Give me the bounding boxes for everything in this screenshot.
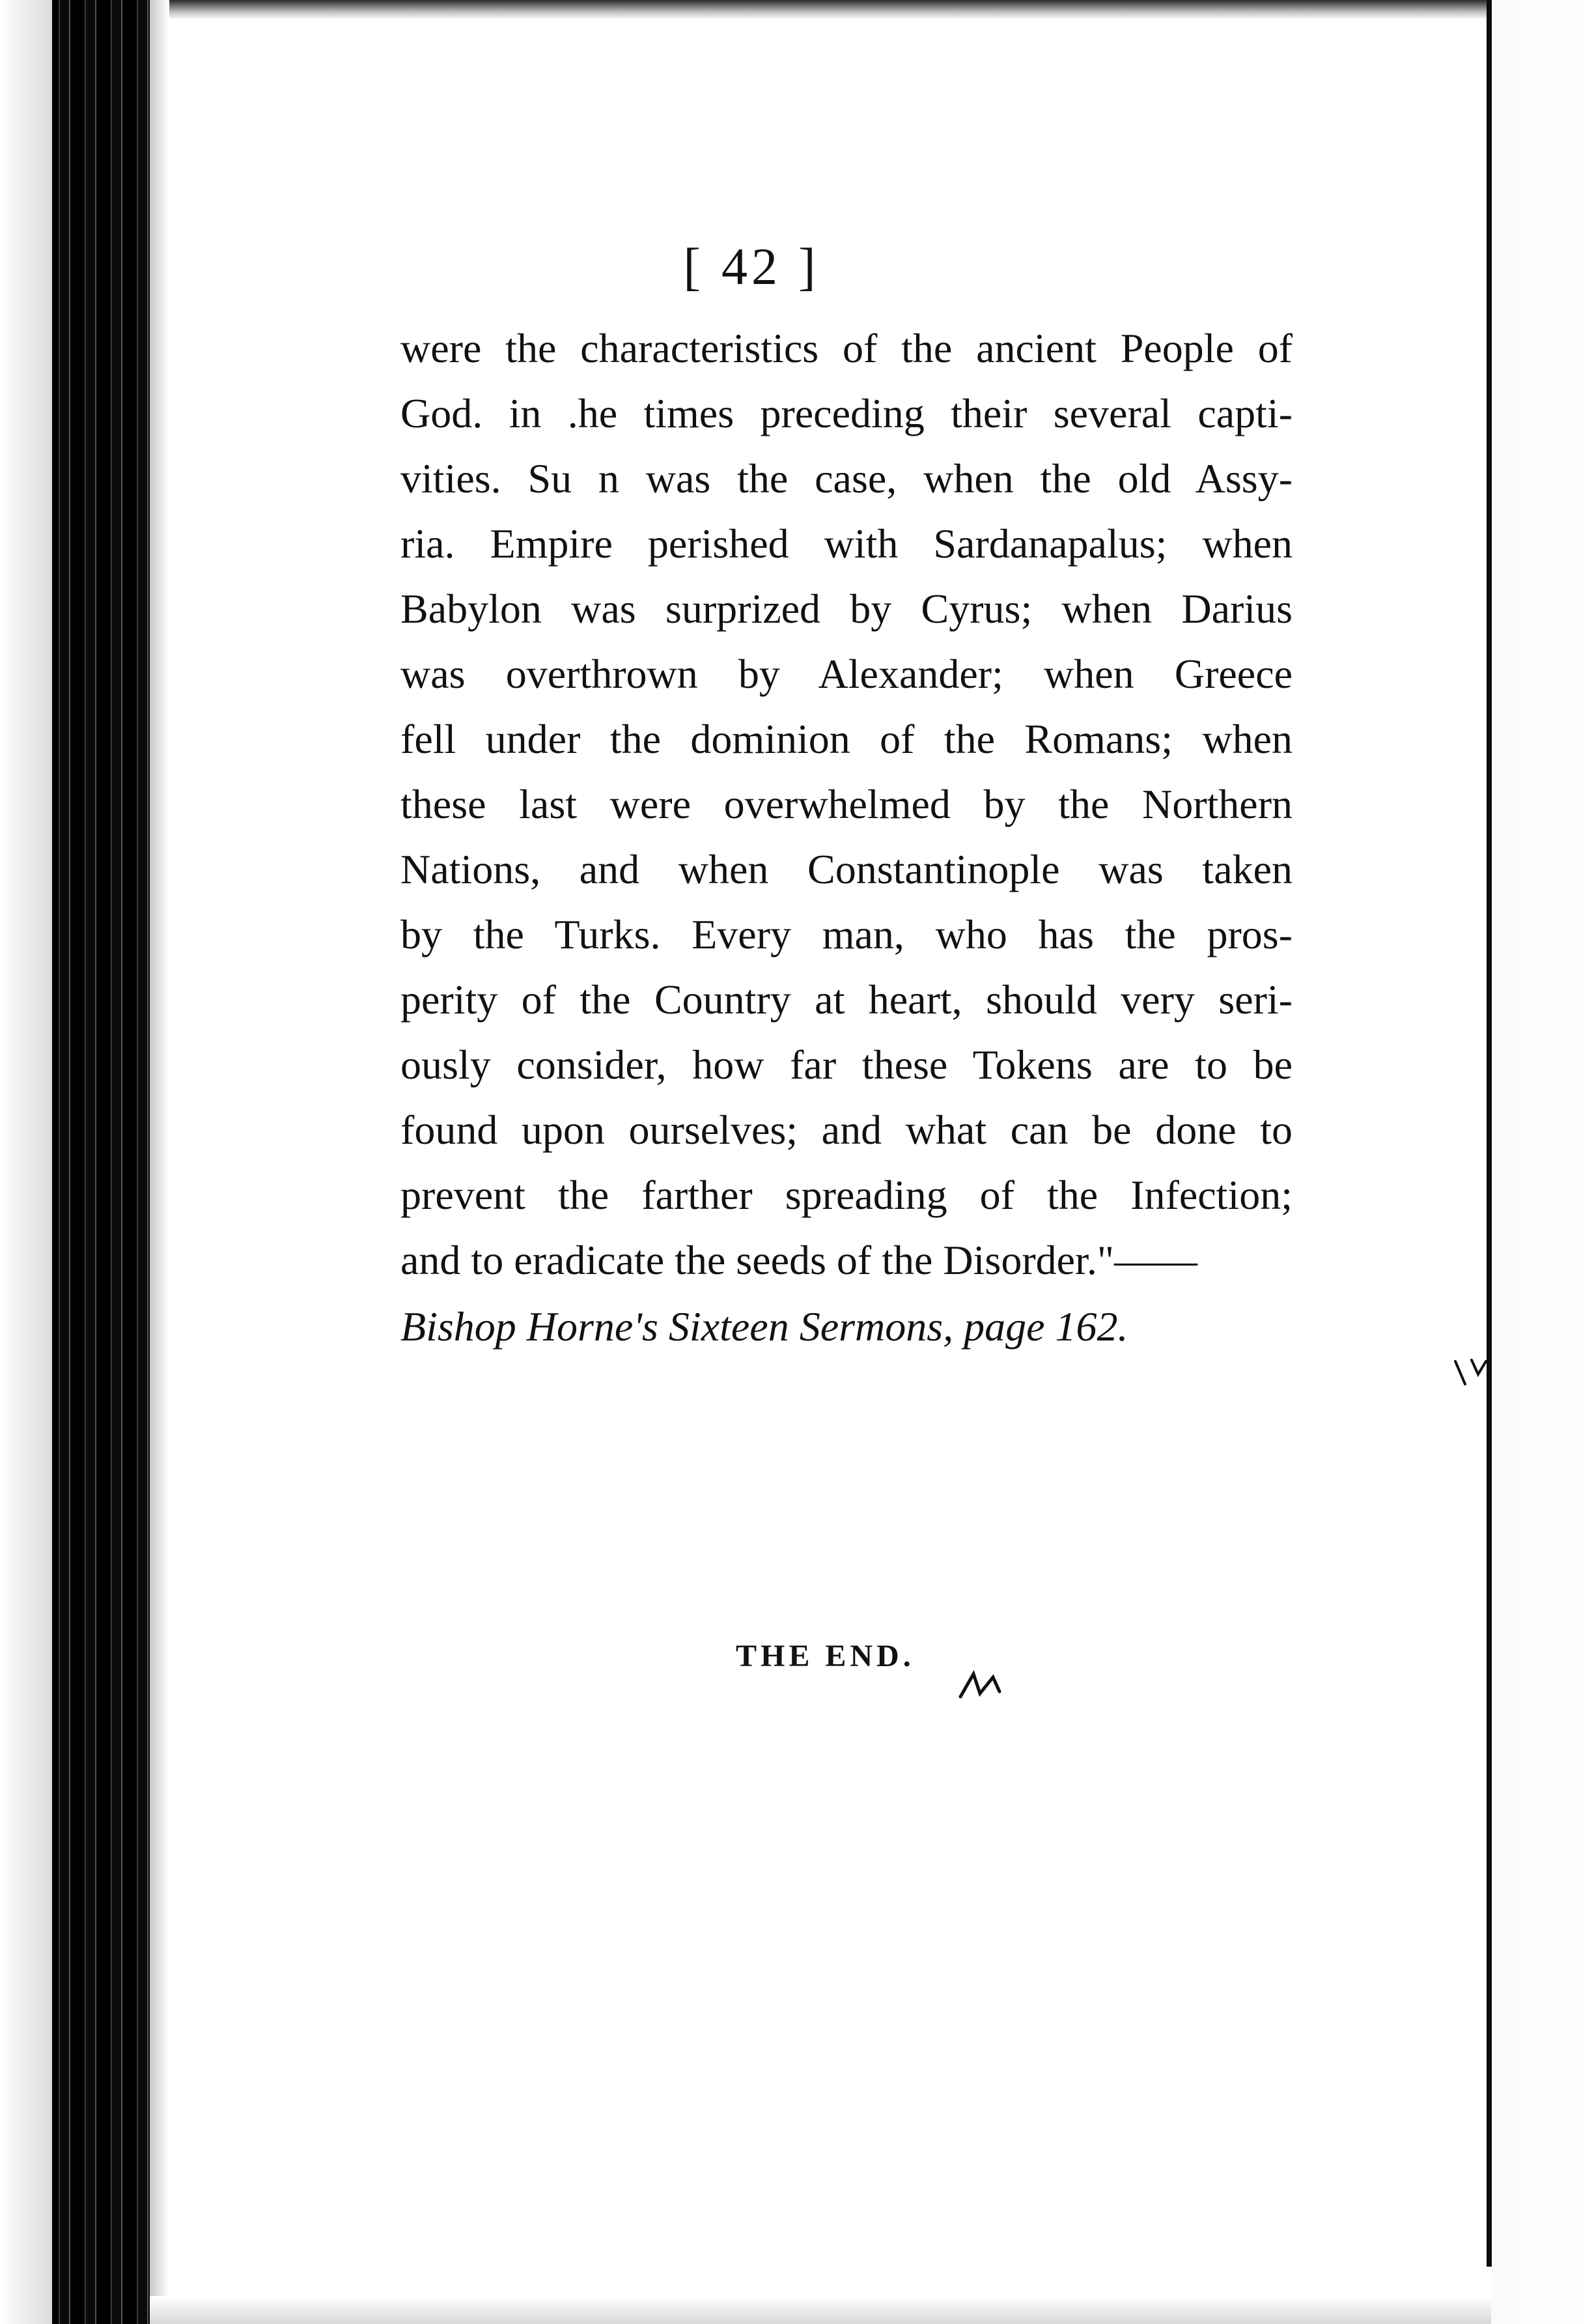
text-line: found upon ourselves; and what can be done to [400,1107,1293,1153]
text-line: Babylon was surprized by Cyrus; when Darius [400,586,1293,632]
text-line: these last were overwhelmed by the Northern [400,781,1293,827]
body-text [400,316,1293,1359]
text-line: by the Turks. Every man, who has the pros- [400,911,1293,957]
text-line: ria. Empire perished with Sardanapalus; when [400,520,1293,567]
margin-mark-icon [1452,1355,1491,1394]
citation: Bishop Horne's Sixteen Sermons, page 162. [400,1303,1128,1350]
book-binding [52,0,150,2324]
top-shadow [150,0,1491,20]
text-line: prevent the farther spreading of the Infection; [400,1172,1293,1218]
scan-margin [0,0,52,2324]
ink-mark-icon [957,1664,1035,1703]
scan-margin-right [1492,0,1594,2324]
text-line: God. in .he times preceding their several capti- [400,390,1293,436]
text-line: perity of the Country at heart, should very seri- [400,976,1293,1023]
text-line: ously consider, how far these Tokens are to be [400,1042,1293,1088]
text-line: Nations, and when Constantinople was taken [400,846,1293,892]
bottom-shadow [150,2296,1491,2324]
text-line: and to eradicate the seeds of the Disorder."—— [400,1237,1197,1283]
gutter-shadow [150,0,169,2324]
text-line: fell under the dominion of the Romans; when [400,716,1293,762]
page-number: [ 42 ] [683,238,820,296]
text-line: were the characteristics of the ancient People of [400,325,1293,371]
page-edge [1487,0,1492,2267]
text-line: vities. Su n was the case, when the old Assy- [400,455,1293,502]
text-line: was overthrown by Alexander; when Greece [400,651,1293,697]
the-end-label: THE END. [736,1639,915,1673]
